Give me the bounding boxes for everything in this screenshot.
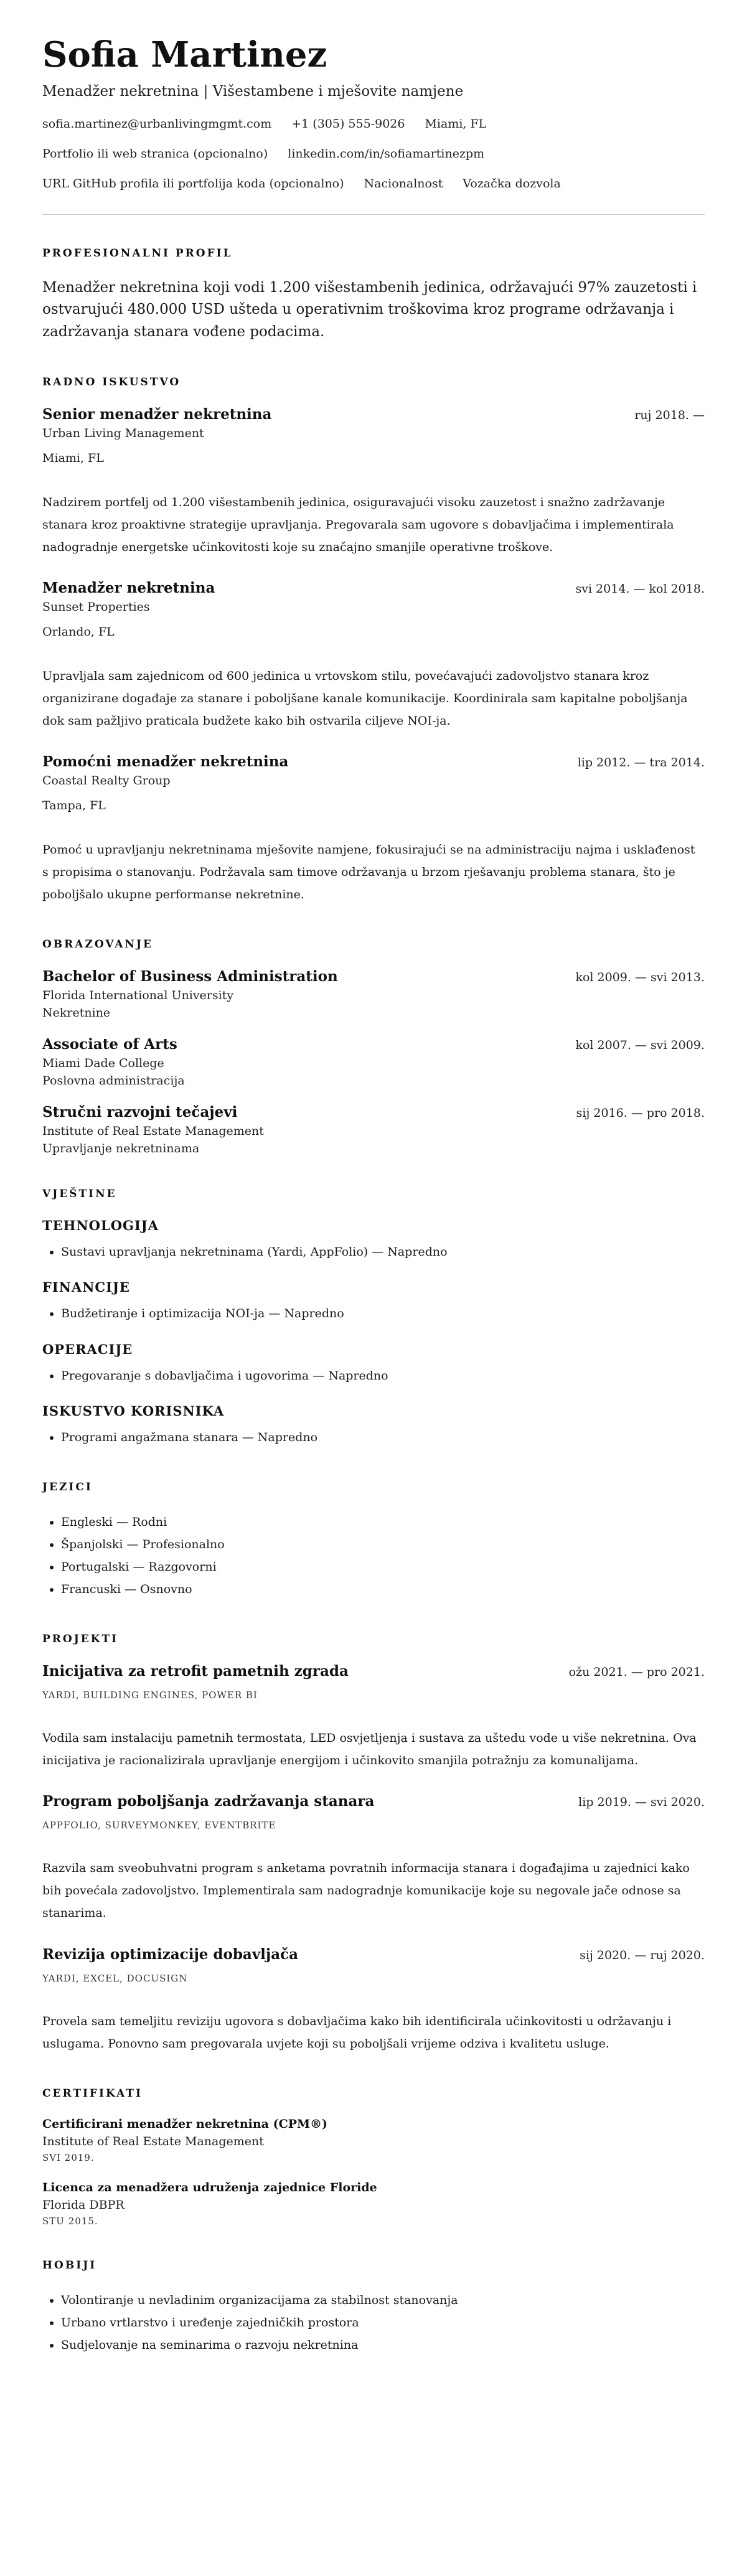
experience-section xyxy=(42,376,705,906)
skill-list xyxy=(42,1365,705,1387)
hobby-item: • Urbano vrtlarstvo i uređenje zajedničkih prostora xyxy=(61,2311,705,2334)
language-list xyxy=(42,1511,705,1601)
certificate-date: STU 2015. xyxy=(42,2215,98,2227)
language-item: • Francuski — Osnovno xyxy=(61,1578,705,1601)
candidate-name: Sofia Martinez xyxy=(42,34,327,75)
study-field: Nekretnine xyxy=(42,1006,111,1020)
project-name: Inicijativa za retrofit pametnih zgrada xyxy=(42,1663,349,1680)
education-section xyxy=(42,938,705,1155)
job-location: Orlando, FL xyxy=(42,624,115,639)
project-name: Program poboljšanja zadržavanja stanara xyxy=(42,1793,375,1810)
skill-item: • Sustavi upravljanja nekretninama (Yardi, AppFolio) — Napredno xyxy=(61,1241,705,1263)
hobbies-section xyxy=(42,2259,705,2356)
job-dates: svi 2014. — kol 2018. xyxy=(575,581,705,596)
job-company: Sunset Properties xyxy=(42,599,150,614)
skill-category: TEHNOLOGIJA xyxy=(42,1218,159,1234)
education-entry xyxy=(42,1104,705,1155)
resume-header xyxy=(42,36,705,190)
project-entry xyxy=(42,1663,705,1772)
project-dates: sij 2020. — ruj 2020. xyxy=(580,1948,705,1962)
section-title-profile: PROFESIONALNI PROFIL xyxy=(42,247,233,260)
language-item: • Španjolski — Profesionalno xyxy=(61,1533,705,1556)
project-entry xyxy=(42,1946,705,2055)
study-field: Upravljanje nekretninama xyxy=(42,1142,200,1156)
job-company: Urban Living Management xyxy=(42,426,204,440)
hobby-item: • Sudjelovanje na seminarima o razvoju nekretnina xyxy=(61,2334,705,2356)
education-dates: kol 2007. — svi 2009. xyxy=(575,1038,705,1053)
project-entry xyxy=(42,1793,705,1924)
school-name: Miami Dade College xyxy=(42,1056,164,1071)
profile-summary: Menadžer nekretnina koji vodi 1.200 višestambenih jedinica, održavajući 97% zauzetosti i ostvarujući 480.000 USD ušteda u operativnim troškovima kroz programe održavanja i zadržavanja stanara vođene podacima. xyxy=(42,279,697,340)
education-entry xyxy=(42,968,705,1020)
profile-section xyxy=(42,247,705,344)
degree-title: Associate of Arts xyxy=(42,1036,177,1053)
candidate-headline: Menadžer nekretnina | Višestambene i mješovite namjene xyxy=(42,83,464,100)
degree-title: Stručni razvojni tečajevi xyxy=(42,1104,238,1121)
contact-row-2 xyxy=(42,147,705,161)
certificate-issuer: Institute of Real Estate Management xyxy=(42,2134,264,2148)
education-dates: sij 2016. — pro 2018. xyxy=(576,1106,705,1121)
project-dates: lip 2019. — svi 2020. xyxy=(578,1795,705,1810)
section-title-skills: VJEŠTINE xyxy=(42,1188,117,1201)
certificate-name: Certificirani menadžer nekretnina (CPM®) xyxy=(42,2117,328,2131)
job-title: Senior menadžer nekretnina xyxy=(42,405,272,423)
section-title-hobbies: HOBIJI xyxy=(42,2259,97,2272)
project-tech: APPFOLIO, SURVEYMONKEY, EVENTBRITE xyxy=(42,1820,276,1831)
languages-section xyxy=(42,1481,705,1601)
education-dates: kol 2009. — svi 2013. xyxy=(575,971,705,985)
section-title-projects: PROJEKTI xyxy=(42,1633,119,1646)
certificate-name: Licenca za menadžera udruženja zajednice Floride xyxy=(42,2180,377,2194)
certificate-entry xyxy=(42,2181,705,2227)
study-field: Poslovna administracija xyxy=(42,1074,185,1088)
skill-item: • Budžetiranje i optimizacija NOI-ja — Napredno xyxy=(61,1302,705,1325)
header-divider xyxy=(42,214,705,215)
degree-title: Bachelor of Business Administration xyxy=(42,968,338,985)
project-tech: YARDI, EXCEL, DOCUSIGN xyxy=(42,1972,188,1984)
project-tech: YARDI, BUILDING ENGINES, POWER BI xyxy=(42,1690,258,1701)
section-title-certificates: CERTIFIKATI xyxy=(42,2087,143,2100)
job-location: Tampa, FL xyxy=(42,799,106,813)
job-title: Pomoćni menadžer nekretnina xyxy=(42,753,289,771)
contact-nationality: Nacionalnost xyxy=(364,176,443,190)
skill-list xyxy=(42,1241,705,1263)
contact-email[interactable]: sofia.martinez@urbanlivingmgmt.com xyxy=(42,116,272,131)
certificate-issuer: Florida DBPR xyxy=(42,2198,125,2212)
school-name: Florida International University xyxy=(42,989,234,1003)
skill-list xyxy=(42,1426,705,1449)
contact-linkedin[interactable]: linkedin.com/in/sofiamartinezpm xyxy=(288,146,485,161)
contact-location: Miami, FL xyxy=(425,116,487,131)
project-description: Provela sam temeljitu reviziju ugovora s dobavljačima kako bih identificirala učinkovitosti u održavanju i uslugama. Ponovno sam pregovarala uvjete koji su poboljšali vrijeme odziva i kvalitetu usluge. xyxy=(42,2014,672,2051)
skill-list xyxy=(42,1302,705,1325)
hobby-list xyxy=(42,2289,705,2356)
skill-category: FINANCIJE xyxy=(42,1279,130,1295)
job-company: Coastal Realty Group xyxy=(42,774,171,788)
certificate-date: SVI 2019. xyxy=(42,2151,95,2163)
language-item: • Portugalski — Razgovorni xyxy=(61,1556,705,1578)
experience-entry xyxy=(42,580,705,732)
contact-phone[interactable]: +1 (305) 555-9026 xyxy=(291,116,405,131)
section-title-education: OBRAZOVANJE xyxy=(42,938,154,951)
job-location: Miami, FL xyxy=(42,451,104,465)
job-description: Nadzirem portfelj od 1.200 višestambenih jedinica, osiguravajući visoku zauzetost i snažno zadržavanje stanara kroz proaktivne strategije upravljanja. Pregovarala sam ugovore s dobavljačima i implementirala nadogradnje energetske učinkovitosti koje su značajno smanjile operativne troškove. xyxy=(42,495,674,554)
job-description: Pomoć u upravljanju nekretninama mješovite namjene, fokusirajući se na administraciju najma i usklađenost s propisima o stanovanju. Podržavala sam timove održavanja u brzom rješavanju problema stanara, što je poboljšalo ukupne performanse nekretnine. xyxy=(42,843,695,902)
experience-entry xyxy=(42,406,705,558)
contact-driving-license: Vozačka dozvola xyxy=(463,176,561,190)
contact-github[interactable]: URL GitHub profila ili portfolija koda (opcionalno) xyxy=(42,176,344,190)
project-description: Razvila sam sveobuhvatni program s anketama povratnih informacija stanara i događajima u zajednici kako bih povećala zadovoljstvo. Implementirala sam nadogradnje komunikacije koje su negovale jače odnose sa stanarima. xyxy=(42,1861,690,1920)
contact-row-3 xyxy=(42,177,705,190)
project-description: Vodila sam instalaciju pametnih termostata, LED osvjetljenja i sustava za uštedu vode u više nekretnina. Ova inicijativa je racionalizirala upravljanje energijom i učinkovito smanjila potražnju za komunalijama. xyxy=(42,1731,697,1768)
job-dates: lip 2012. — tra 2014. xyxy=(577,756,705,770)
education-entry xyxy=(42,1036,705,1088)
skills-section xyxy=(42,1188,705,1448)
project-dates: ožu 2021. — pro 2021. xyxy=(568,1665,705,1680)
project-name: Revizija optimizacije dobavljača xyxy=(42,1945,299,1963)
experience-entry xyxy=(42,753,705,906)
contact-row-1 xyxy=(42,117,705,131)
projects-section xyxy=(42,1633,705,2055)
skill-item: • Pregovaranje s dobavljačima i ugovorima — Napredno xyxy=(61,1365,705,1387)
contact-portfolio[interactable]: Portfolio ili web stranica (opcionalno) xyxy=(42,146,268,161)
skill-category: ISKUSTVO KORISNIKA xyxy=(42,1403,225,1419)
section-title-experience: RADNO ISKUSTVO xyxy=(42,375,181,388)
certificate-entry xyxy=(42,2117,705,2163)
section-title-languages: JEZICI xyxy=(42,1480,93,1493)
job-description: Upravljala sam zajednicom od 600 jedinica u vrtovskom stilu, povećavajući zadovoljstvo stanara kroz organizirane događaje za stanare i poboljšane kanale komunikacije. Koordinirala sam kapitalne poboljšanja dok sam pažljivo praticala budžete kako bih ostvarila ciljeve NOI-ja. xyxy=(42,669,688,728)
hobby-item: • Volontiranje u nevladinim organizacijama za stabilnost stanovanja xyxy=(61,2289,705,2311)
certificates-section xyxy=(42,2087,705,2227)
skill-item: • Programi angažmana stanara — Napredno xyxy=(61,1426,705,1449)
job-title: Menadžer nekretnina xyxy=(42,579,215,596)
skill-category: OPERACIJE xyxy=(42,1341,133,1357)
job-dates: ruj 2018. — xyxy=(634,408,705,422)
school-name: Institute of Real Estate Management xyxy=(42,1124,264,1139)
language-item: • Engleski — Rodni xyxy=(61,1511,705,1533)
